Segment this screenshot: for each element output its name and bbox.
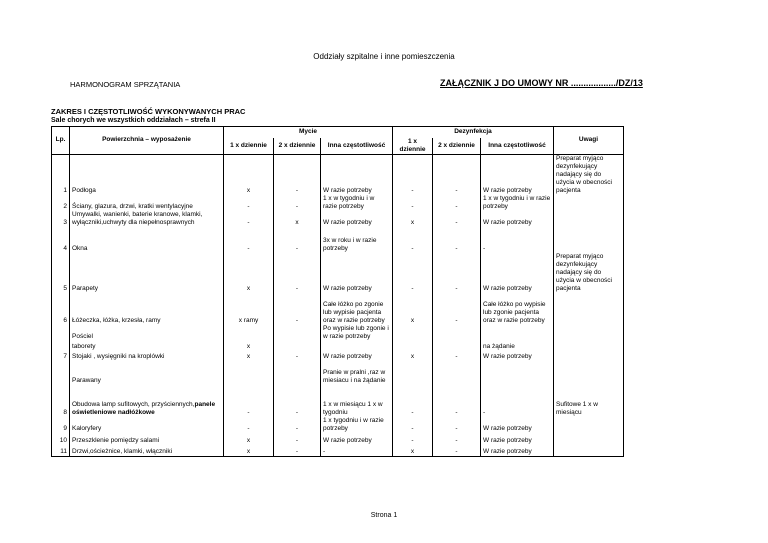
row-mycie-twice: - xyxy=(274,293,321,325)
table-row xyxy=(52,361,624,385)
row-dez-other: na żądanie xyxy=(481,341,554,351)
row-dez-other: - xyxy=(481,227,554,253)
row-dez-twice: - xyxy=(433,253,481,293)
row-uwagi xyxy=(554,433,624,445)
row-surface xyxy=(70,385,224,417)
table-row xyxy=(52,385,624,417)
row-mycie-other: 1 x w tygodniu i w razie potrzeby xyxy=(321,195,393,211)
row-uwagi: Sufitowe 1 x w miesiącu xyxy=(554,385,624,417)
table-row xyxy=(52,325,624,341)
table-row xyxy=(52,227,624,253)
row-dez-daily xyxy=(393,361,433,385)
row-mycie-other: W razie potrzeby xyxy=(321,351,393,361)
row-dez-other xyxy=(481,361,554,385)
row-dez-other: 1 x w tygodniu i w razie potrzeby xyxy=(481,195,554,211)
table-row xyxy=(52,293,624,325)
row-surface-bold-text: panele oświetleniowe nadłóżkowe xyxy=(72,400,216,416)
table-row xyxy=(52,417,624,433)
row-mycie-other: 3x w roku i w razie potrzeby xyxy=(321,227,393,253)
row-lp: 7 xyxy=(52,351,70,361)
row-mycie-twice: - xyxy=(274,227,321,253)
row-mycie-daily: x xyxy=(224,433,274,445)
row-uwagi xyxy=(554,325,624,341)
row-mycie-daily: - xyxy=(224,227,274,253)
row-mycie-daily: - xyxy=(224,385,274,417)
table-row xyxy=(52,445,624,457)
row-dez-twice: - xyxy=(433,417,481,433)
col-mycie-other: Inna częstotliwość xyxy=(321,138,393,155)
page-header-title: Oddziały szpitalne i inne pomieszczenia xyxy=(313,52,455,61)
row-mycie-other: - xyxy=(321,445,393,457)
row-lp: 4 xyxy=(52,227,70,253)
row-dez-daily: x xyxy=(393,445,433,457)
attachment-title: ZAŁĄCZNIK J DO UMOWY NR ................../DZ/13 xyxy=(440,78,643,88)
row-surface: Ściany, glazura, drzwi, kratki wentylacyjne xyxy=(70,195,224,211)
table-row xyxy=(52,195,624,211)
row-lp: 10 xyxy=(52,433,70,445)
row-mycie-daily: x ramy xyxy=(224,293,274,325)
row-dez-twice: - xyxy=(433,154,481,195)
col-dez-daily: 1 x dziennie xyxy=(393,138,433,155)
row-uwagi xyxy=(554,341,624,351)
row-mycie-daily: - xyxy=(224,195,274,211)
row-dez-other: W razie potrzeby xyxy=(481,253,554,293)
harmonogram-label: HARMONOGRAM SPRZĄTANIA xyxy=(70,80,181,89)
row-mycie-twice: - xyxy=(274,385,321,417)
col-mycie: Mycie xyxy=(224,127,393,138)
row-lp: 11 xyxy=(52,445,70,457)
row-dez-other xyxy=(481,325,554,341)
scope-subtitle: Sale chorych we wszystkich oddziałach – strefa II xyxy=(51,117,216,124)
col-surface: Powierzchnia – wyposażenie xyxy=(70,127,224,155)
row-dez-other: W razie potrzeby xyxy=(481,445,554,457)
row-mycie-twice: - xyxy=(274,195,321,211)
row-dez-daily: - xyxy=(393,195,433,211)
row-lp: 9 xyxy=(52,417,70,433)
row-mycie-other: Po wypisie lub zgonie i w razie potrzeby xyxy=(321,325,393,341)
page-number: Strona 1 xyxy=(370,512,398,519)
row-mycie-twice: x xyxy=(274,211,321,227)
col-mycie-twice: 2 x dziennie xyxy=(274,138,321,155)
row-mycie-other: Całe łóżko po zgonie lub wypisie pacjenta oraz w razie potrzeby xyxy=(321,293,393,325)
row-mycie-twice: - xyxy=(274,445,321,457)
row-dez-daily: - xyxy=(393,385,433,417)
row-uwagi xyxy=(554,417,624,433)
row-mycie-daily: - xyxy=(224,211,274,227)
row-dez-twice: - xyxy=(433,293,481,325)
table-row xyxy=(52,341,624,351)
row-dez-twice: - xyxy=(433,445,481,457)
table-row xyxy=(52,351,624,361)
row-mycie-other: W razie potrzeby xyxy=(321,154,393,195)
row-mycie-other: W razie potrzeby xyxy=(321,433,393,445)
row-dez-other: W razie potrzeby xyxy=(481,417,554,433)
row-mycie-twice: - xyxy=(274,433,321,445)
row-dez-twice: - xyxy=(433,385,481,417)
row-surface: Łóżeczka, łóżka, krzesła, ramy xyxy=(70,293,224,325)
row-uwagi xyxy=(554,361,624,385)
row-lp xyxy=(52,325,70,341)
row-lp xyxy=(52,361,70,385)
row-surface: Kaloryfery xyxy=(70,417,224,433)
row-lp: 8 xyxy=(52,385,70,417)
row-dez-other: W razie potrzeby xyxy=(481,351,554,361)
row-mycie-other: W razie potrzeby xyxy=(321,253,393,293)
row-dez-other: - xyxy=(481,385,554,417)
row-uwagi xyxy=(554,351,624,361)
row-mycie-daily: x xyxy=(224,351,274,361)
row-dez-daily: x xyxy=(393,351,433,361)
table-row xyxy=(52,253,624,293)
cleaning-schedule-table xyxy=(51,126,624,457)
row-surface: Podłoga xyxy=(70,154,224,195)
row-dez-twice xyxy=(433,341,481,351)
row-uwagi xyxy=(554,293,624,325)
row-dez-daily xyxy=(393,341,433,351)
row-mycie-other xyxy=(321,341,393,351)
row-lp: 6 xyxy=(52,293,70,325)
row-dez-twice xyxy=(433,325,481,341)
row-dez-twice: - xyxy=(433,351,481,361)
col-dez-twice: 2 x dziennie xyxy=(433,138,481,155)
row-mycie-twice: - xyxy=(274,253,321,293)
row-mycie-daily xyxy=(224,325,274,341)
row-dez-twice: - xyxy=(433,195,481,211)
row-dez-other: Całe łóżko po wypisie lub zgonie pacjenta oraz w razie potrzeby xyxy=(481,293,554,325)
scope-title: ZAKRES I CZĘSTOTLIWOŚĆ WYKONYWANYCH PRAC xyxy=(51,107,246,116)
row-surface: Parawany xyxy=(70,361,224,385)
row-uwagi xyxy=(554,195,624,211)
row-lp: 2 xyxy=(52,195,70,211)
row-uwagi xyxy=(554,445,624,457)
row-mycie-daily: x xyxy=(224,154,274,195)
row-surface: Parapety xyxy=(70,253,224,293)
row-dez-daily: - xyxy=(393,227,433,253)
row-surface: Przeszklenie pomiędzy salami xyxy=(70,433,224,445)
row-dez-daily: - xyxy=(393,253,433,293)
col-uwagi: Uwagi xyxy=(554,127,624,155)
col-dezynfekcja: Dezynfekcja xyxy=(393,127,554,138)
row-dez-twice: - xyxy=(433,227,481,253)
row-dez-daily: x xyxy=(393,211,433,227)
row-mycie-twice xyxy=(274,361,321,385)
row-uwagi xyxy=(554,211,624,227)
row-lp: 1 xyxy=(52,154,70,195)
row-mycie-daily: x xyxy=(224,253,274,293)
col-lp: Lp. xyxy=(52,127,70,155)
row-mycie-other: Pranie w pralni ,raz w miesiacu i na żądanie xyxy=(321,361,393,385)
row-dez-twice xyxy=(433,361,481,385)
row-dez-twice: - xyxy=(433,433,481,445)
table-row xyxy=(52,211,624,227)
row-lp xyxy=(52,341,70,351)
row-surface: Okna xyxy=(70,227,224,253)
row-mycie-other: 1 x w miesiącu 1 x w tygodniu xyxy=(321,385,393,417)
row-dez-daily: - xyxy=(393,154,433,195)
row-uwagi xyxy=(554,227,624,253)
row-dez-other: W razie potrzeby xyxy=(481,433,554,445)
row-dez-other: W razie potrzeby xyxy=(481,154,554,195)
row-lp: 5 xyxy=(52,253,70,293)
row-mycie-daily: x xyxy=(224,341,274,351)
row-mycie-twice: - xyxy=(274,351,321,361)
row-mycie-twice xyxy=(274,325,321,341)
row-surface: Pościel xyxy=(70,325,224,341)
row-mycie-other: 1 x tygodniu i w razie potrzeby xyxy=(321,417,393,433)
row-surface: Drzwi,ościeżnice, klamki, włączniki xyxy=(70,445,224,457)
row-uwagi: Preparat myjąco dezynfekujący nadający się do użycia w obecności pacjenta xyxy=(554,154,624,195)
row-lp: 3 xyxy=(52,211,70,227)
row-dez-daily: x xyxy=(393,293,433,325)
table-row xyxy=(52,433,624,445)
row-mycie-daily: x xyxy=(224,445,274,457)
row-mycie-twice: - xyxy=(274,417,321,433)
col-dez-other: Inna częstotliwość xyxy=(481,138,554,155)
row-dez-daily: - xyxy=(393,433,433,445)
table-row xyxy=(52,154,624,195)
row-surface: Stojaki , wysięgniki na kroplówki xyxy=(70,351,224,361)
col-mycie-daily: 1 x dziennie xyxy=(224,138,274,155)
row-surface-text: Obudowa lamp sufitowych, przyściennych, xyxy=(72,400,195,408)
row-mycie-twice: - xyxy=(274,154,321,195)
row-dez-other: W razie potrzeby xyxy=(481,211,554,227)
row-surface: taborety xyxy=(70,341,224,351)
row-mycie-daily xyxy=(224,361,274,385)
row-dez-daily: - xyxy=(393,417,433,433)
row-mycie-twice xyxy=(274,341,321,351)
row-mycie-other: W razie potrzeby xyxy=(321,211,393,227)
row-surface: Umywalki, wanienki, baterie kranowe, klamki, wyłączniki,uchwyty dla niepełnosprawnych xyxy=(70,211,224,227)
row-mycie-daily: - xyxy=(224,417,274,433)
row-dez-twice: - xyxy=(433,211,481,227)
row-dez-daily xyxy=(393,325,433,341)
row-uwagi: Preparat myjąco dezynfekujący nadający się do użycia w obecności pacjenta xyxy=(554,253,624,293)
